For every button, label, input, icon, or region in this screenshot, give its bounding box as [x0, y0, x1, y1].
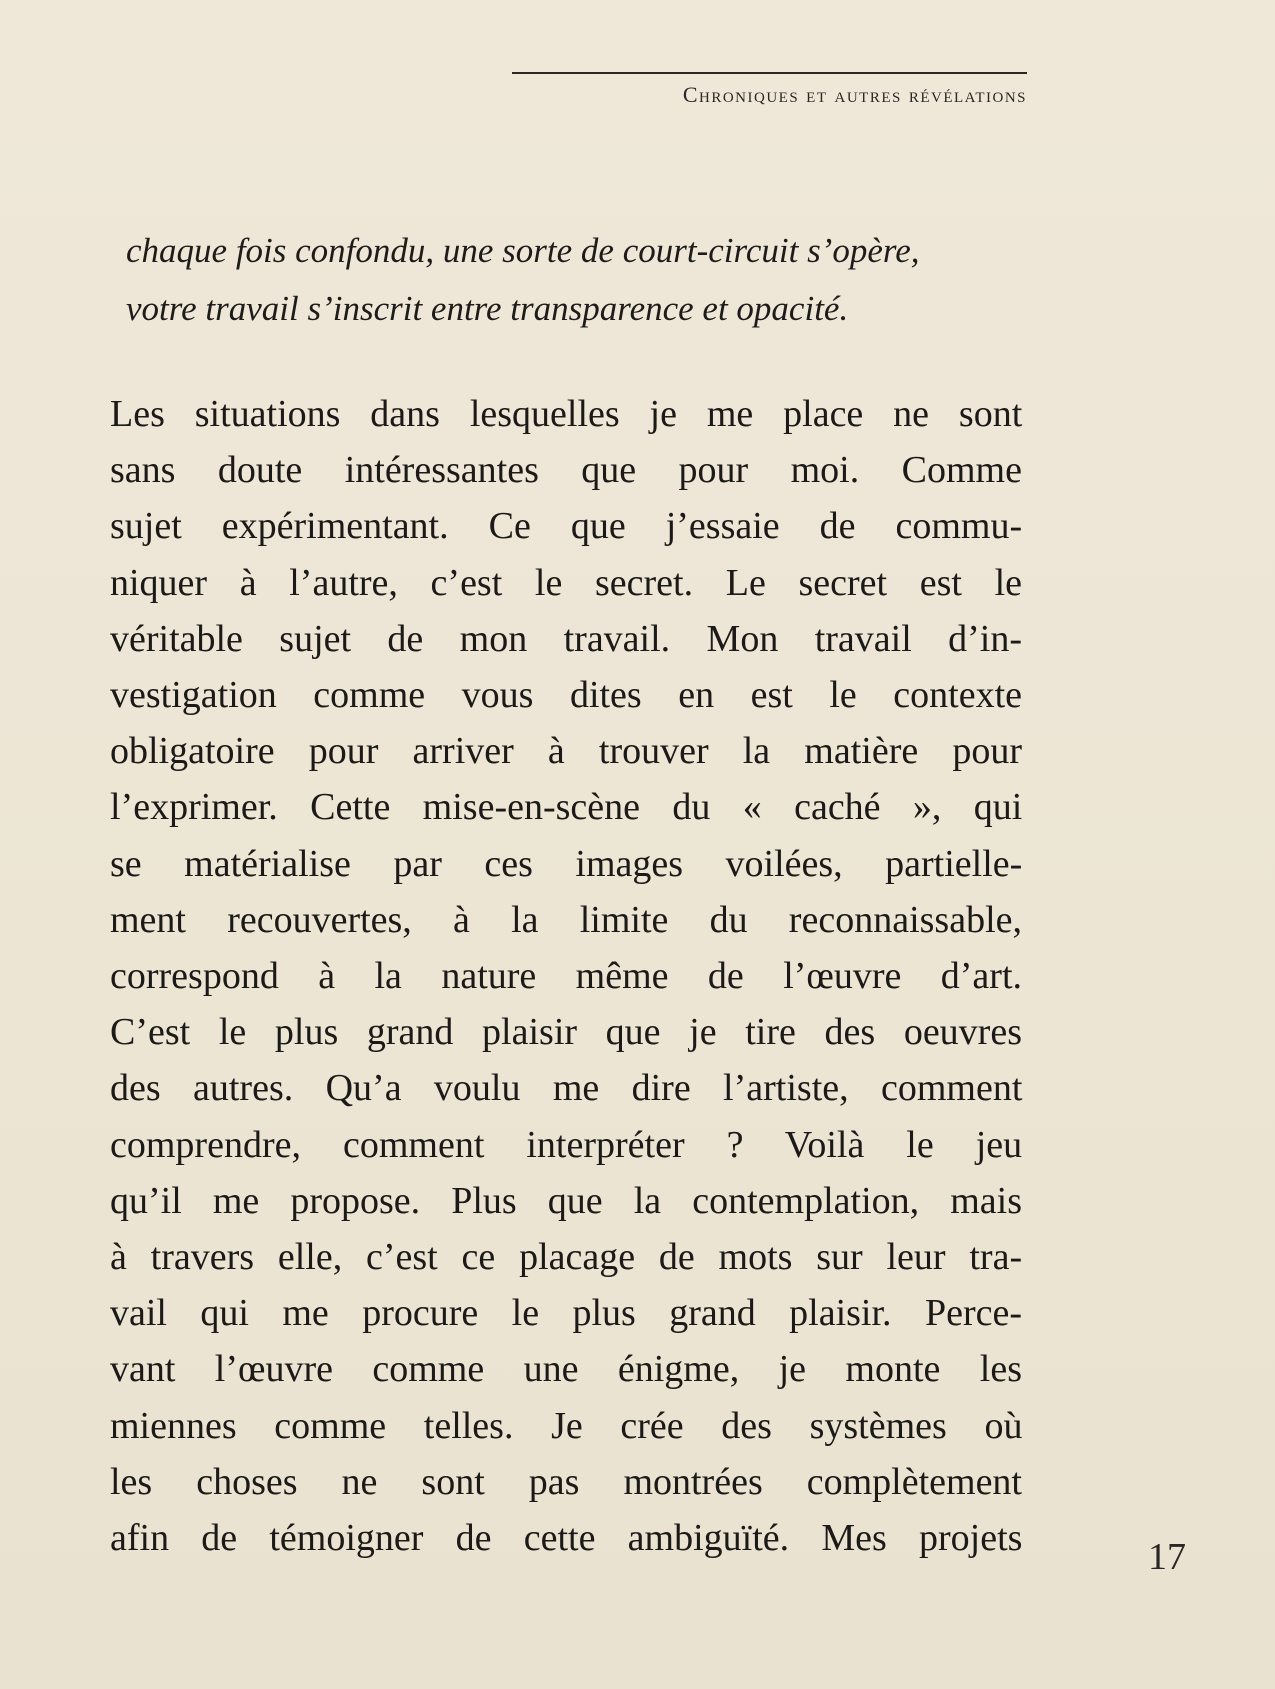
- answer-line: vestigation comme vous dites en est le contexte: [110, 674, 1022, 717]
- answer-line: les choses ne sont pas montrées complètement: [110, 1460, 1022, 1503]
- answer-line: comprendre, comment interpréter ? Voilà le jeu: [110, 1123, 1023, 1166]
- answer-line: afin de témoigner de cette ambiguïté. Mes projets: [110, 1517, 1023, 1560]
- answer-line: se matérialise par ces images voilées, partielle-: [110, 842, 1023, 885]
- answer-line: Les situations dans lesquelles je me place ne sont: [110, 393, 1023, 435]
- answer-line: qu’il me propose. Plus que la contemplation, mais: [110, 1179, 1022, 1222]
- answer-line: à travers elle, c’est ce placage de mots sur leur tra-: [110, 1236, 1023, 1279]
- answer-line: ment recouvertes, à la limite du reconnaissable,: [110, 898, 1022, 941]
- answer-line: niquer à l’autre, c’est le secret. Le secret est le: [110, 561, 1022, 604]
- answer-line: sans doute intéressantes que pour moi. Comme: [110, 449, 1022, 492]
- question-line: votre travail s’inscrit entre transparence et opacité.: [126, 289, 849, 328]
- answer-line: sujet expérimentant. Ce que j’essaie de commu-: [110, 505, 1023, 548]
- answer-line: correspond à la nature même de l’œuvre d’art.: [110, 955, 1022, 998]
- answer-line: vail qui me procure le plus grand plaisir. Perce-: [110, 1292, 1022, 1335]
- answer-line: C’est le plus grand plaisir que je tire des oeuvres: [110, 1011, 1022, 1054]
- answer-line: vant l’œuvre comme une énigme, je monte les: [110, 1348, 1022, 1391]
- answer-line: miennes comme telles. Je crée des systèmes où: [110, 1404, 1023, 1447]
- answer-line: des autres. Qu’a voulu me dire l’artiste, comment: [110, 1067, 1023, 1110]
- question-paragraph: [126, 222, 1026, 338]
- question-line: chaque fois confondu, une sorte de court-circuit s’opère,: [126, 231, 920, 270]
- answer-line: véritable sujet de mon travail. Mon travail d’in-: [110, 617, 1022, 660]
- page-number: 17: [1148, 1536, 1186, 1578]
- answer-paragraph: [110, 386, 1022, 1566]
- answer-line: obligatoire pour arriver à trouver la matière pour: [110, 730, 1022, 773]
- answer-line: l’exprimer. Cette mise-en-scène du « caché », qui: [110, 786, 1023, 829]
- running-head: Chroniques et autres révélations: [512, 72, 1027, 108]
